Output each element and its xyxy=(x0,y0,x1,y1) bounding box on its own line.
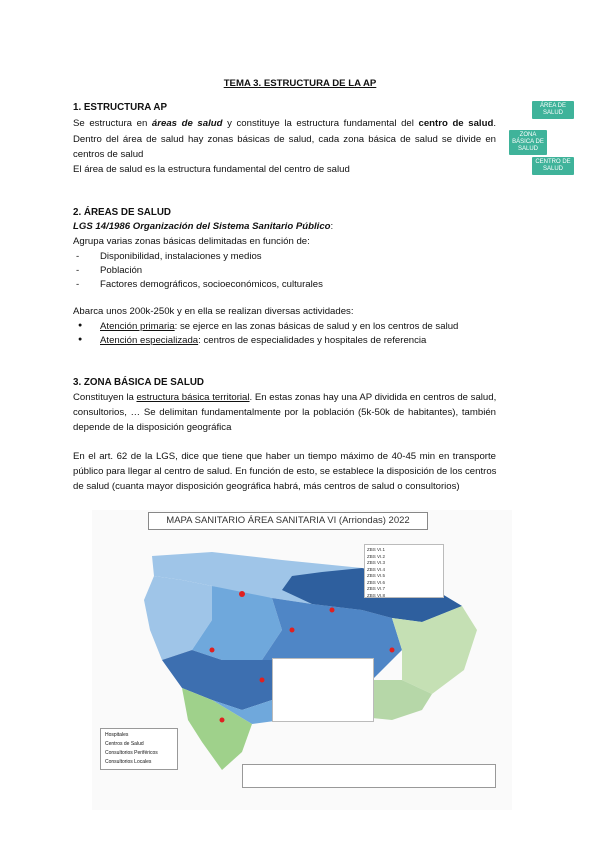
health-center-marker xyxy=(260,678,265,683)
list-item: ● Atención primaria: se ejerce en las zonas básicas de salud y en los centros de salud xyxy=(100,321,458,332)
section-2-heading: 2. ÁREAS DE SALUD xyxy=(73,207,171,218)
zones-key: ZBS VI.1 ZBS VI.2 ZBS VI.3 ZBS VI.4 ZBS VI.5 ZBS VI.6 ZBS VI.7 ZBS VI.8 xyxy=(364,544,444,598)
section-3-heading: 3. ZONA BÁSICA DE SALUD xyxy=(73,377,204,388)
activities-intro: Abarca unos 200k-250k y en ella se realizan diversas actividades: xyxy=(73,306,354,317)
stats-box xyxy=(272,658,374,722)
section-3-p2-line-3: de salud (cuanta mayor disposición geográfica habrá, más centros de salud o consultorios) xyxy=(73,481,460,492)
tag-area-de-salud: ÁREA DE SALUD xyxy=(532,101,574,119)
legend-hospitales: Hospitales xyxy=(105,732,129,738)
legend-centros-de-salud: Centros de Salud xyxy=(105,741,144,747)
list-item: - Factores demográficos, socioeconómicos, culturales xyxy=(100,279,323,290)
tag-centro-de-salud: CENTRO DE SALUD xyxy=(532,157,574,175)
section-1-line-2: Dentro del área de salud hay zonas básicas de salud, cada zona básica de salud se divide en xyxy=(73,134,496,145)
list-item: - Disponibilidad, instalaciones y medios xyxy=(100,251,262,262)
section-3-p1-line-1: Constituyen la estructura básica territorial. En estas zonas hay una AP dividida en centros de salud, xyxy=(73,392,497,403)
tag-zona-basica: ZONA BÁSICA DE SALUD xyxy=(509,130,547,155)
hospital-marker xyxy=(239,591,245,597)
section-3-p2-line-1: En el art. 62 de la LGS, dice que tiene que haber un tiempo máximo de 40-45 min en transporte xyxy=(73,451,496,462)
list-item: - Población xyxy=(100,265,142,276)
source-note xyxy=(242,764,496,788)
section-1-heading: 1. ESTRUCTURA AP xyxy=(73,102,167,113)
section-1-line-4: El área de salud es la estructura fundamental del centro de salud xyxy=(73,164,350,175)
health-center-marker xyxy=(390,648,395,653)
health-center-marker xyxy=(330,608,335,613)
map-title: MAPA SANITARIO ÁREA SANITARIA VI (Arriondas) 2022 xyxy=(148,512,428,530)
page-title: TEMA 3. ESTRUCTURA DE LA AP xyxy=(223,78,377,89)
section-3-p1-line-2: consultorios, … Se delimitan fundamentalmente por la población (5k-50k de habitantes), también xyxy=(73,407,496,418)
health-map-figure xyxy=(92,510,512,810)
section-1-line-3: centros de salud xyxy=(73,149,144,160)
health-center-marker xyxy=(220,718,225,723)
section-3-p1-line-3: depende de la disposición geográfica xyxy=(73,422,232,433)
health-center-marker xyxy=(290,628,295,633)
section-3-p2-line-2: público para llegar al centro de salud. En función de esto, se establece la disposición de los centros xyxy=(73,466,497,477)
health-center-marker xyxy=(210,648,215,653)
map-legend xyxy=(100,728,178,770)
list-item: ● Atención especializada: centros de especialidades y hospitales de referencia xyxy=(100,335,426,346)
section-1-line-1: Se estructura en áreas de salud y constituye la estructura fundamental del centro de salud. xyxy=(73,118,496,129)
legend-consultorios-perifericos: Consultorios Periféricos xyxy=(105,750,158,756)
legend-consultorios-locales: Consultorios Locales xyxy=(105,759,152,765)
section-2-intro: Agrupa varias zonas básicas delimitadas en función de: xyxy=(73,236,310,247)
law-reference: LGS 14/1986 Organización del Sistema Sanitario Público: xyxy=(73,221,334,232)
